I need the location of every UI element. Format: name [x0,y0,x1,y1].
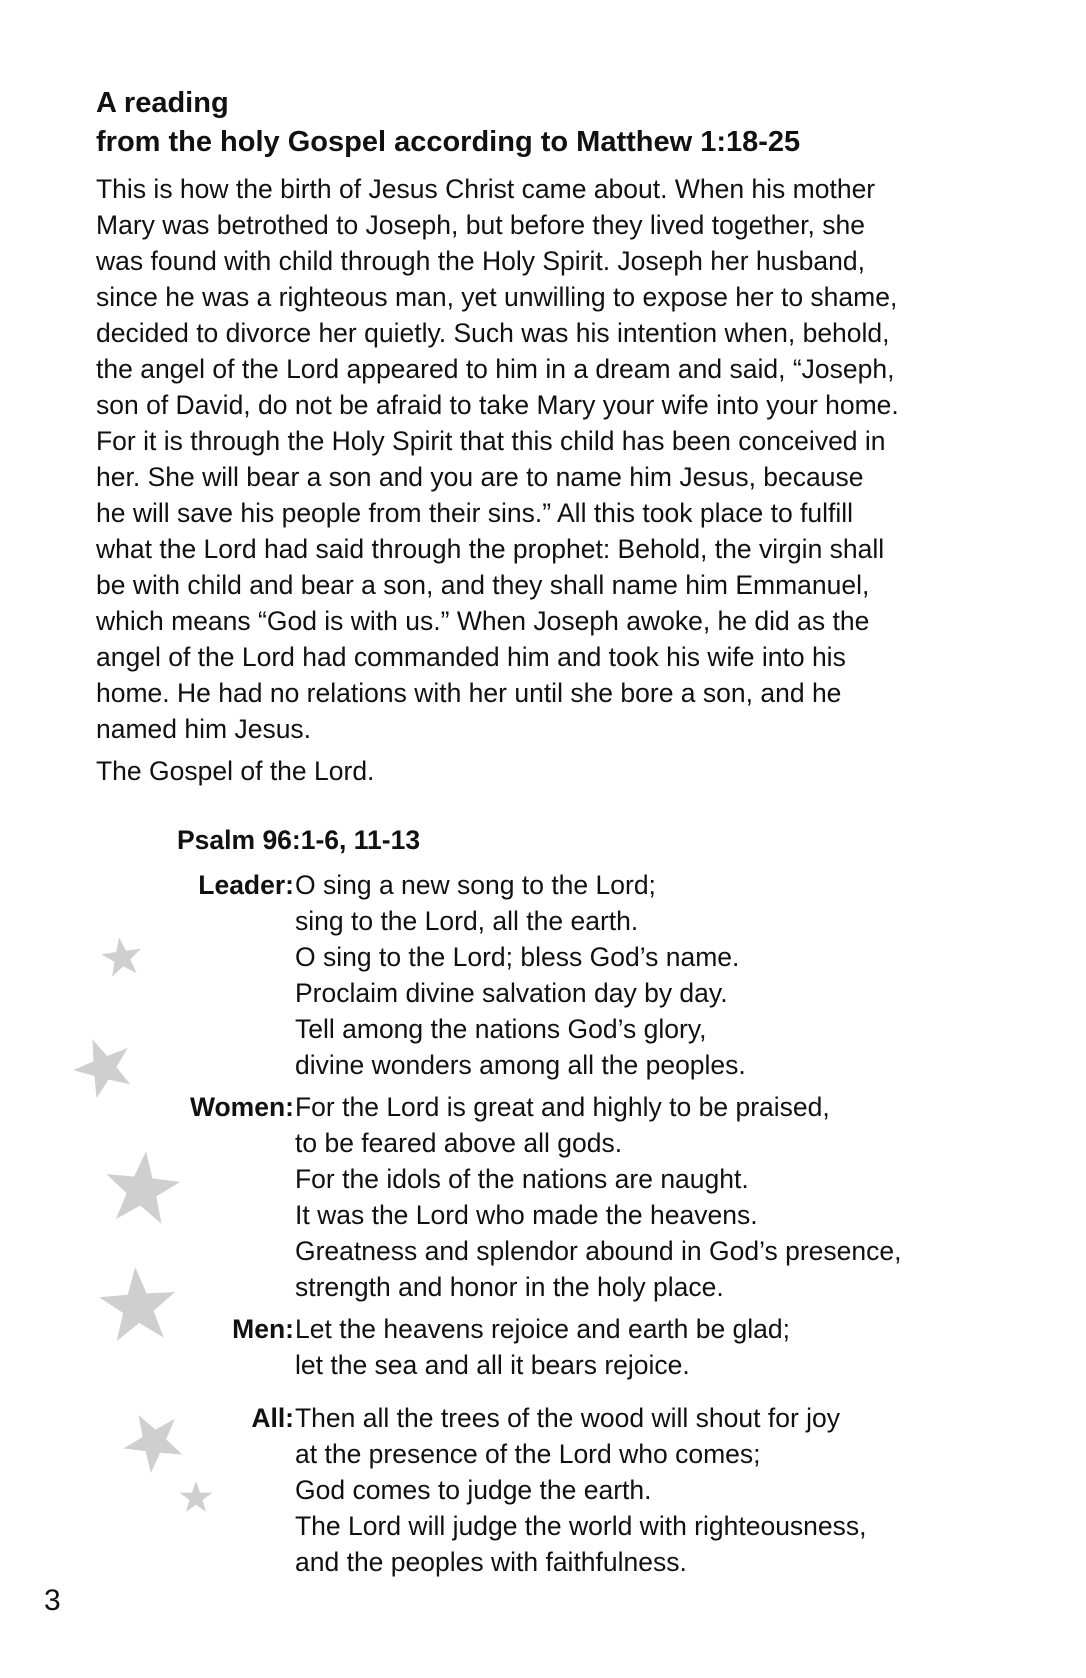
reading-line: he will save his people from their sins.” All this took place to fulfill [96,498,854,528]
verse-line: divine wonders among all the peoples. [295,1050,746,1080]
verse-lines [295,867,746,1083]
verse-line: It was the Lord who made the heavens. [295,1200,758,1230]
star-icon [102,1147,183,1225]
verse-lines [295,1089,901,1305]
verse-line: Proclaim divine salvation day by day. [295,978,728,1008]
heading-line-2: from the holy Gospel according to Matthew 1:18-25 [96,126,801,158]
verse-line: Greatness and splendor abound in God’s presence, [295,1236,902,1266]
reading-heading [96,84,1016,162]
speaker-label: All: [251,1403,294,1433]
page-number: 3 [44,1584,61,1617]
verse-line: sing to the Lord, all the earth. [295,906,639,936]
reading-line: was found with child through the Holy Spirit. Joseph her husband, [96,246,865,276]
verse-line: The Lord will judge the world with righteousness, [295,1511,867,1541]
reading-line: Mary was betrothed to Joseph, but before they lived together, she [96,210,865,240]
verse-line: and the peoples with faithfulness. [295,1547,687,1577]
star-icon [180,1481,212,1512]
heading-line-1: A reading [96,87,229,119]
verse-line: Let the heavens rejoice and earth be glad; [295,1314,791,1344]
reading-line: her. She will bear a son and you are to name him Jesus, because [96,462,864,492]
verse-line: O sing a new song to the Lord; [295,870,656,900]
reading-line: the angel of the Lord appeared to him in a dream and said, “Joseph, [96,354,895,384]
star-icon [113,1400,192,1478]
reading-line: This is how the birth of Jesus Christ came about. When his mother [96,174,876,204]
reading-line: angel of the Lord had commanded him and took his wife into his [96,642,846,672]
verse-line: let the sea and all it bears rejoice. [295,1350,690,1380]
star-icon [97,1264,178,1342]
verse-line: For the Lord is great and highly to be praised, [295,1092,830,1122]
verse-line: to be feared above all gods. [295,1128,623,1158]
gospel-reading [96,171,1036,747]
speaker-label: Women: [189,1092,294,1122]
reading-line: son of David, do not be afraid to take Mary your wife into your home. [96,390,899,420]
verse-lines [295,1400,867,1580]
reading-line: be with child and bear a son, and they shall name him Emmanuel, [96,570,870,600]
reading-line: home. He had no relations with her until she bore a son, and he [96,678,842,708]
reading-line: named him Jesus. [96,714,312,744]
verse-line: at the presence of the Lord who comes; [295,1439,761,1469]
reading-line: decided to divorce her quietly. Such was his intention when, behold, [96,318,890,348]
verse-line: Then all the trees of the wood will shout for joy [295,1403,841,1433]
star-icon [65,1028,141,1102]
reading-line: what the Lord had said through the prophet: Behold, the virgin shall [96,534,885,564]
star-icon [99,934,144,977]
gospel-acclamation: The Gospel of the Lord. [96,756,375,786]
reading-line: which means “God is with us.” When Joseph awoke, he did as the [96,606,870,636]
psalm-title: Psalm 96:1-6, 11-13 [177,825,421,855]
reading-line: For it is through the Holy Spirit that this child has been conceived in [96,426,886,456]
star-decoration [60,920,240,1560]
verse-line: God comes to judge the earth. [295,1475,652,1505]
speaker-label: Men: [232,1314,294,1344]
speaker-label: Leader: [198,870,294,900]
verse-line: Tell among the nations God’s glory, [295,1014,707,1044]
verse-lines [295,1311,790,1383]
verse-line: O sing to the Lord; bless God’s name. [295,942,740,972]
verse-line: For the idols of the nations are naught. [295,1164,749,1194]
reading-line: since he was a righteous man, yet unwilling to expose her to shame, [96,282,898,312]
verse-line: strength and honor in the holy place. [295,1272,724,1302]
